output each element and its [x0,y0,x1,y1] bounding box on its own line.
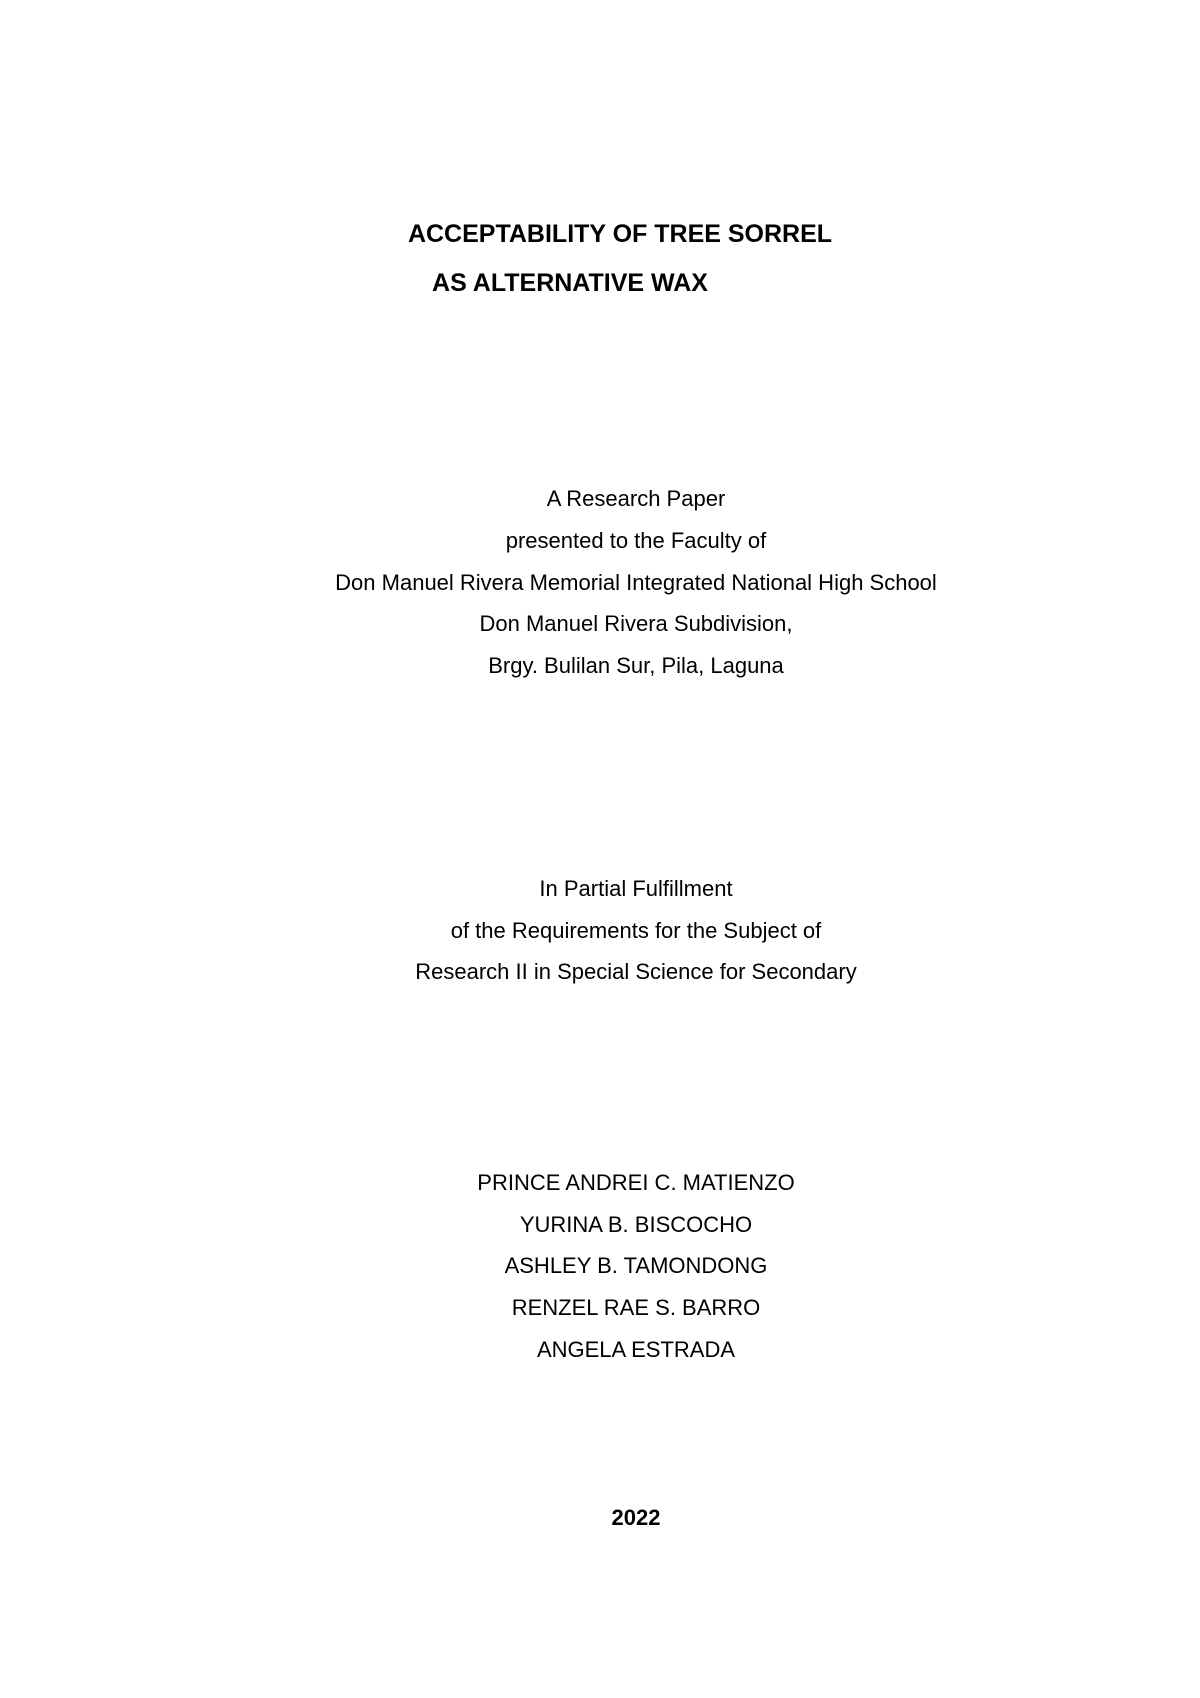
submission-line-1: A Research Paper [546,486,726,511]
fulfillment-line-3: Research II in Special Science for Secondary [415,959,857,984]
fulfillment-line-1: In Partial Fulfillment [539,876,733,901]
title-line-1: ACCEPTABILITY OF TREE SORREL [407,220,833,248]
title-line-2: AS ALTERNATIVE WAX [432,269,708,297]
author-name: ANGELA ESTRADA [536,1337,736,1362]
author-name: ASHLEY B. TAMONDONG [504,1253,768,1278]
fulfillment-line-2: of the Requirements for the Subject of [450,918,822,943]
author-name: PRINCE ANDREI C. MATIENZO [477,1170,795,1195]
author-name: YURINA B. BISCOCHO [519,1212,753,1237]
publication-year: 2022 [611,1505,661,1530]
submission-line-2: presented to the Faculty of [505,528,767,553]
submission-line-3: Don Manuel Rivera Memorial Integrated National High School [335,570,937,595]
submission-line-5: Brgy. Bulilan Sur, Pila, Laguna [488,653,784,678]
submission-line-4: Don Manuel Rivera Subdivision, [479,611,793,636]
author-name: RENZEL RAE S. BARRO [511,1295,761,1320]
